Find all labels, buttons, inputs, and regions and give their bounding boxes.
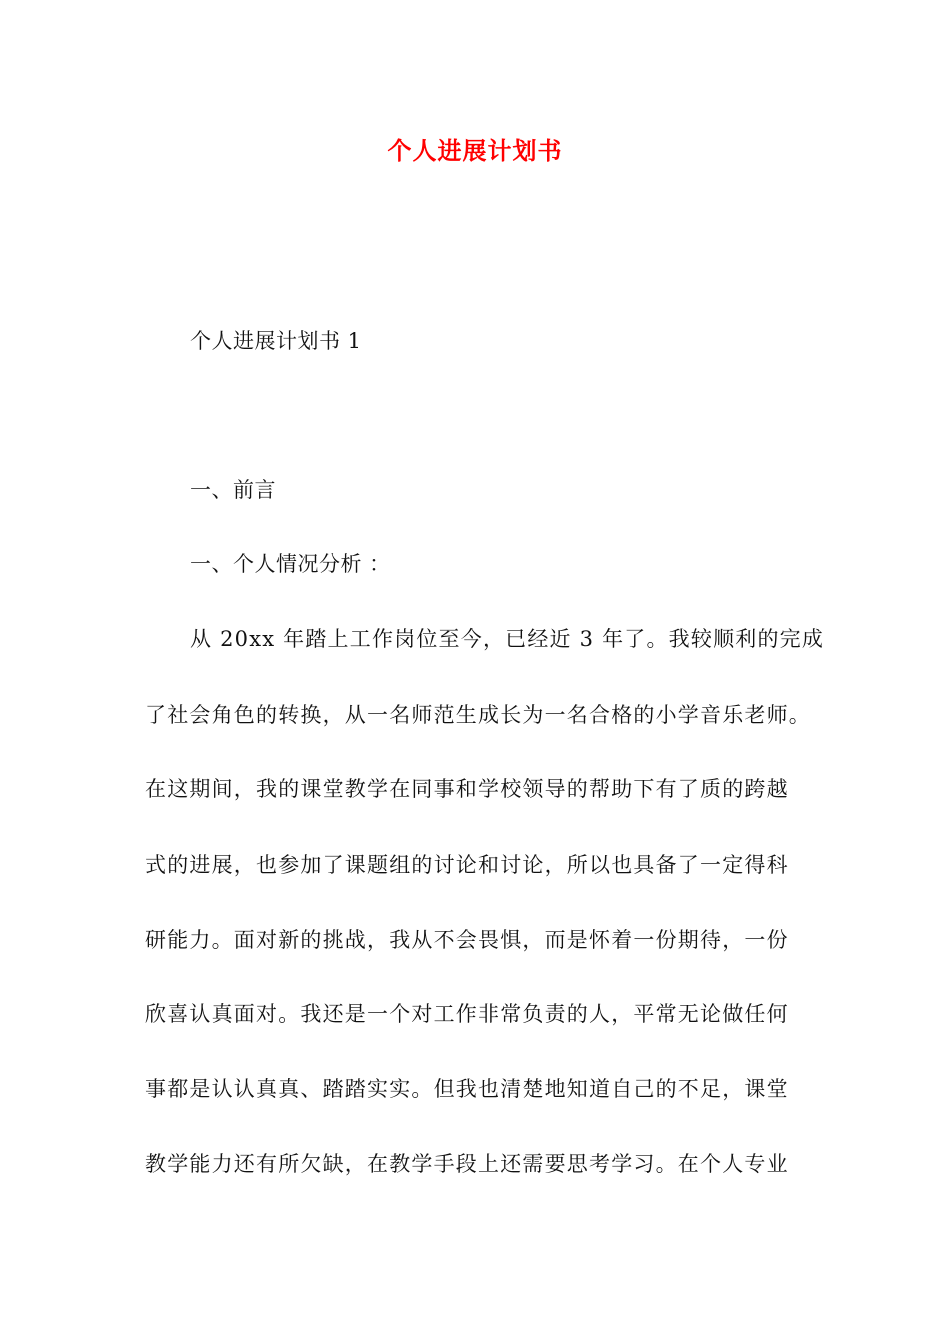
document-title: 个人进展计划书	[387, 136, 563, 165]
paragraph-line: 事都是认认真真、踏踏实实。但我也清楚地知道自己的不足，课堂	[145, 1077, 789, 1101]
paragraph-line: 在这期间，我的课堂教学在同事和学校领导的帮助下有了质的跨越	[145, 777, 789, 801]
analysis-heading: 一、个人情况分析 ：	[190, 552, 391, 576]
paragraph-line: 研能力。面对新的挑战，我从不会畏惧，而是怀着一份期待，一份	[145, 928, 789, 952]
section-heading: 个人进展计划书 1	[190, 329, 362, 353]
paragraph-line: 了社会角色的转换，从一名师范生成长为一名合格的小学音乐老师。	[145, 703, 811, 727]
paragraph-line: 式的进展，也参加了课题组的讨论和讨论，所以也具备了一定得科	[145, 853, 789, 877]
paragraph-line: 从 20xx 年踏上工作岗位至今，已经近 3 年了。我较顺利的完成	[190, 627, 825, 651]
preface-heading: 一、前言	[190, 478, 276, 502]
paragraph-line: 教学能力还有所欠缺，在教学手段上还需要思考学习。在个人专业	[145, 1152, 789, 1176]
paragraph-line: 欣喜认真面对。我还是一个对工作非常负责的人，平常无论做任何	[145, 1002, 789, 1026]
